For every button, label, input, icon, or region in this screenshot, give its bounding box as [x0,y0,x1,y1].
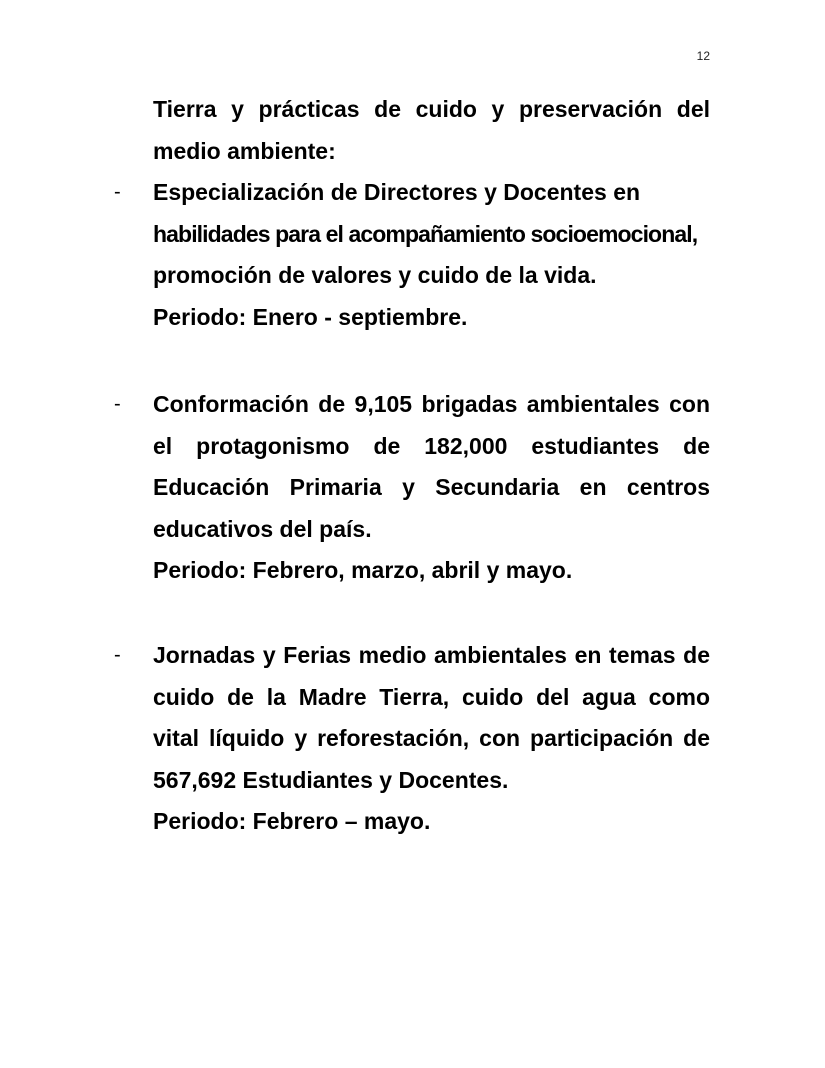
bullet-dash: - [114,181,121,203]
list-item-line: Especialización de Directores y Docentes en [153,179,641,205]
list-item-text [153,384,710,592]
period-text: Periodo: Febrero – mayo. [153,808,431,834]
continuation-paragraph [153,89,710,172]
bullet-dash: - [114,644,121,666]
list-item-line: promoción de valores y cuido de la vida. [153,262,597,288]
list-item-paragraph: Conformación de 9,105 brigadas ambientales con el protagonismo de 182,000 estudiantes de Educación Primaria y Secundaria en centros educativos del país. [153,391,710,542]
list-item-paragraph: Jornadas y Ferias medio ambientales en temas de cuido de la Madre Tierra, cuido del agua como vital líquido y reforestación, con participación de 567,692 Estudiantes y Docentes. [153,642,710,793]
period-text: Periodo: Enero - septiembre. [153,303,468,330]
list-item-line: habilidades para el acompañamiento socioemocional, [153,220,698,247]
page-number: 12 [696,49,710,63]
list-item-text [153,172,710,338]
list-item-text [153,635,710,843]
bullet-dash: - [114,393,121,415]
continuation-text: Tierra y prácticas de cuido y preservación del medio ambiente: [153,96,710,164]
period-text: Periodo: Febrero, marzo, abril y mayo. [153,557,573,583]
